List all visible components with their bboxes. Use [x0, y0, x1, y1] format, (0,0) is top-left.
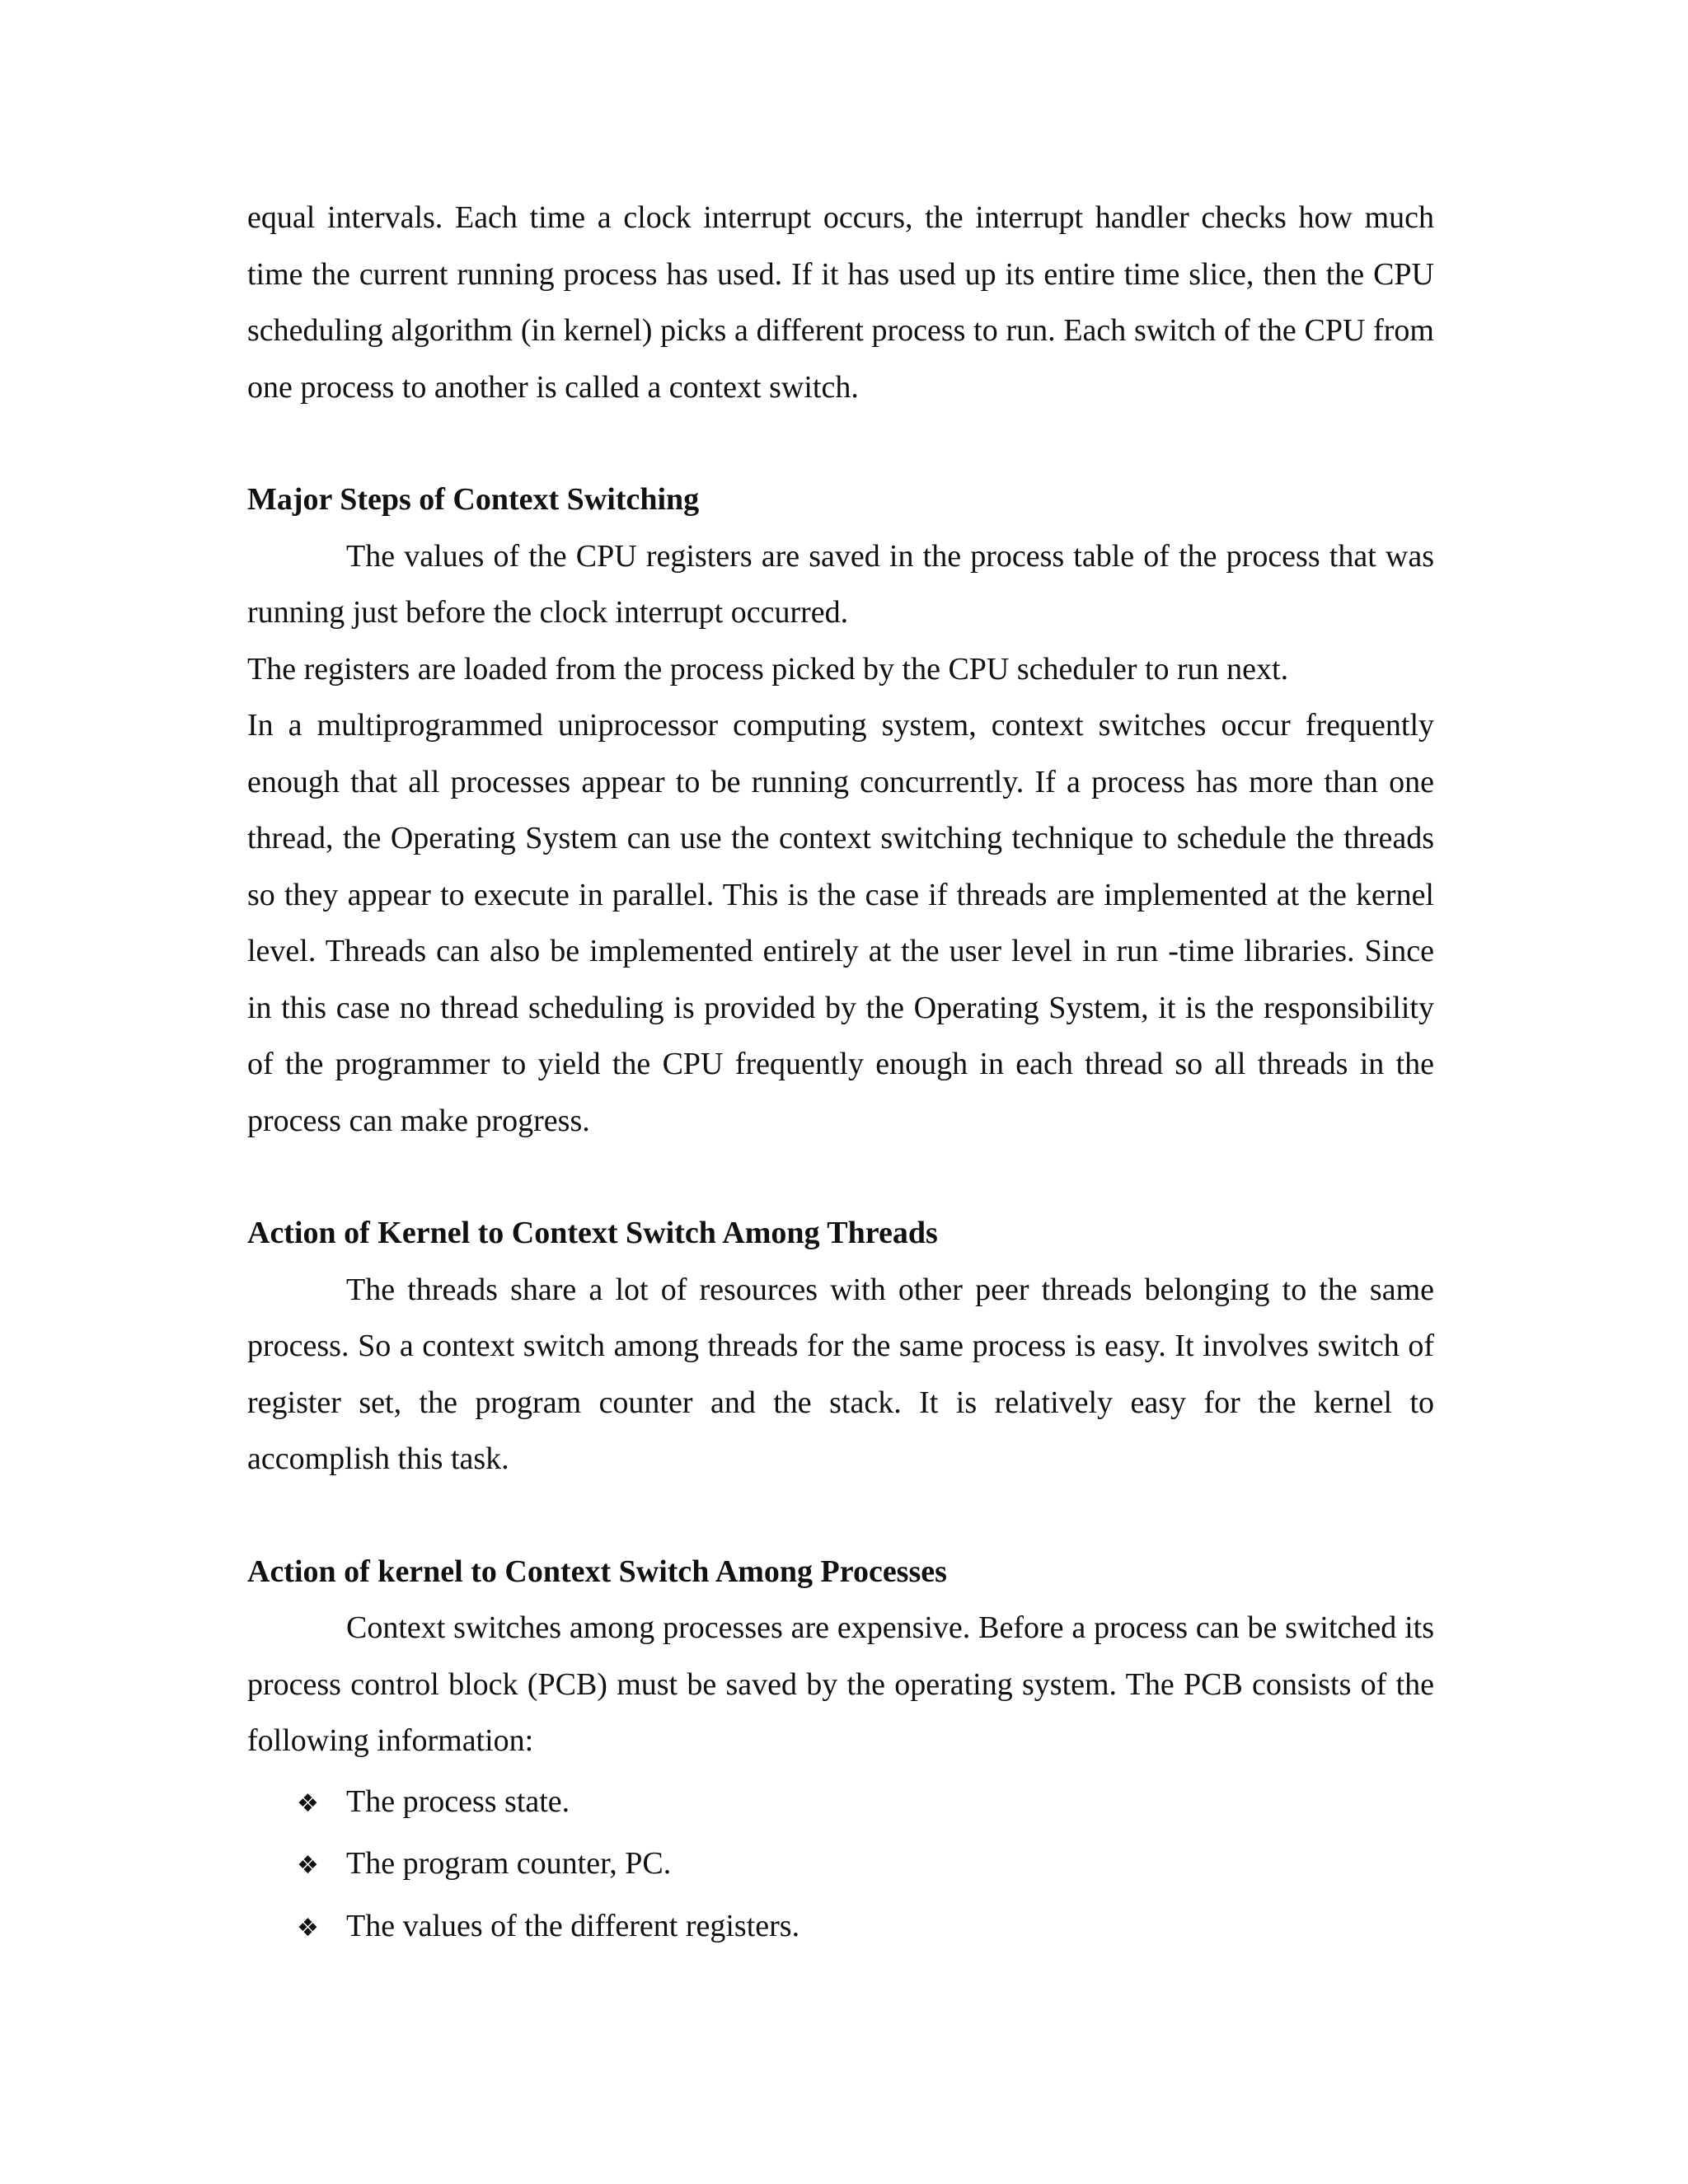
list-item-text: The process state.	[346, 1783, 570, 1819]
heading-processes: Action of kernel to Context Switch Among Processes	[247, 1554, 947, 1589]
heading-major-steps: Major Steps of Context Switching	[247, 482, 700, 517]
list-item	[247, 1834, 1434, 1896]
major-steps-paragraph-1: The values of the CPU registers are saved in the process table of the process that was running just before the clock interrupt occurred.	[247, 538, 1434, 630]
list-item-text: The program counter, PC.	[346, 1846, 672, 1881]
list-item	[247, 1772, 1434, 1835]
threads-paragraph: The threads share a lot of resources with other peer threads belonging to the same process. So a context switch among threads for the same process is easy. It involves switch of register set, the program counter and the stack. It is relatively easy for the kernel to accomplish this task.	[247, 1272, 1434, 1476]
processes-paragraph: Context switches among processes are expensive. Before a process can be switched its process control block (PCB) must be saved by the operating system. The PCB consists of the following information:	[247, 1610, 1434, 1758]
section-gap	[247, 1149, 1434, 1205]
list-item-text: The values of the different registers.	[346, 1908, 800, 1943]
intro-paragraph: equal intervals. Each time a clock interrupt occurs, the interrupt handler checks how much time the current running process has used. If it has used up its entire time slice, then the CPU scheduling algorithm (in kernel) picks a different process to run. Each switch of the CPU from one process to another is called a context switch.	[247, 200, 1434, 405]
diamond-bullet-icon: ❖	[297, 1851, 319, 1880]
major-steps-paragraph-2: The registers are loaded from the process picked by the CPU scheduler to run next.	[247, 651, 1289, 687]
heading-threads: Action of Kernel to Context Switch Among Threads	[247, 1216, 938, 1250]
section-gap	[247, 1488, 1434, 1544]
section-gap	[247, 415, 1434, 471]
pcb-info-list	[247, 1772, 1434, 1959]
document-page	[247, 190, 1434, 1958]
list-item	[247, 1896, 1434, 1959]
major-steps-paragraph-3: In a multiprogrammed uniprocessor computing system, context switches occur frequently enough that all processes appear to be running concurrently. If a process has more than one thread, the Operating System can use the context switching technique to schedule the threads so they appear to execute in parallel. This is the case if threads are implemented at the kernel level. Threads can also be implemented entirely at the user level in run -time libraries. Since in this case no thread scheduling is provided by the Operating System, it is the responsibility of the programmer to yield the CPU frequently enough in each thread so all threads in the process can make progress.	[247, 708, 1434, 1138]
diamond-bullet-icon: ❖	[297, 1913, 319, 1943]
diamond-bullet-icon: ❖	[297, 1788, 319, 1818]
